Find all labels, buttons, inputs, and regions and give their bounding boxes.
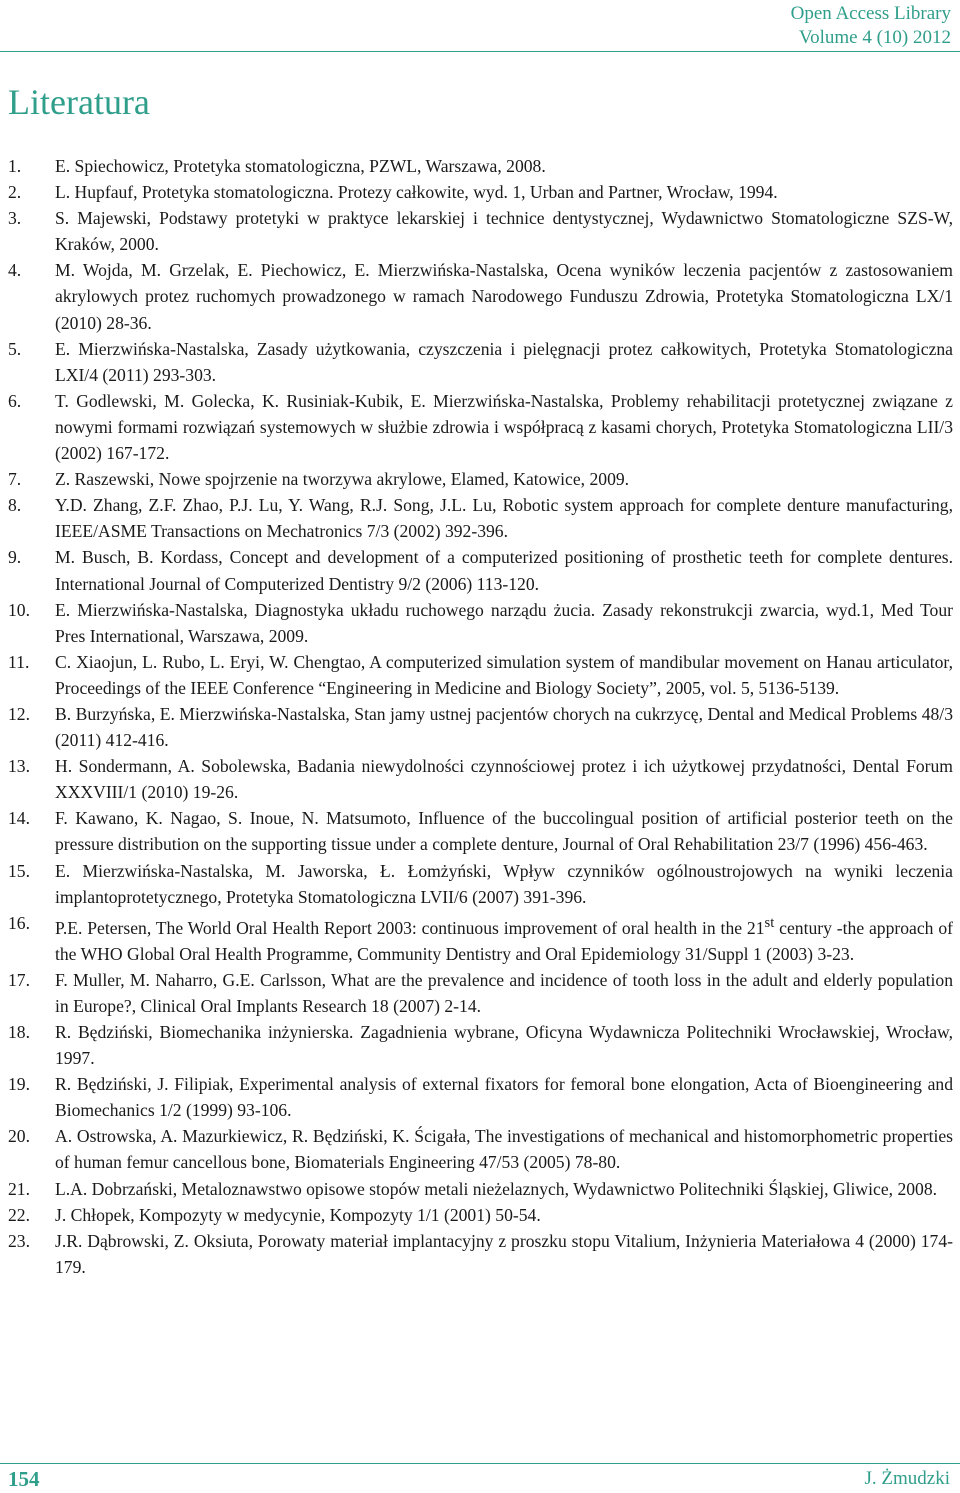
reference-text: C. Xiaojun, L. Rubo, L. Eryi, W. Chengtao, A computerized simulation system of mandibular movement on Hanau articulator, Proceedings of the IEEE Conference “Engineering in Medicine and Biology Society”, 2005, vol. 5, 5136-5139. <box>55 651 953 698</box>
reference-text: E. Mierzwińska-Nastalska, Zasady użytkowania, czyszczenia i pielęgnacji protez całkowitych, Protetyka Stomatologiczna LXI/4 (2011) 293-303. <box>55 338 953 385</box>
reference-number: 1. <box>8 156 22 176</box>
reference-text: A. Ostrowska, A. Mazurkiewicz, R. Będziński, K. Ścigała, The investigations of mechanical and histomorphometric properties of human femur cancellous bone, Biomaterials Engineering 47/53 (2005) 78-80. <box>55 1126 953 1173</box>
reference-item <box>8 257 953 335</box>
reference-number: 19. <box>8 1074 30 1095</box>
section-title: Literatura <box>8 82 150 122</box>
reference-item <box>8 544 953 596</box>
reference-text: T. Godlewski, M. Golecka, K. Rusiniak-Kubik, E. Mierzwińska-Nastalska, Problemy rehabilitacji protetycznej związane z nowymi formami rozwiązań systemowych w służbie zdrowia i współpracą z kasami chorych, Protetyka Stomatologiczna LII/3 (2002) 167-172. <box>55 390 953 464</box>
page-number: 154 <box>8 1467 40 1491</box>
reference-item <box>8 805 953 857</box>
reference-text <box>55 910 953 967</box>
reference-list <box>8 153 953 1280</box>
reference-item <box>8 153 953 179</box>
reference-number: 10. <box>8 599 30 620</box>
reference-number: 8. <box>8 495 22 516</box>
reference-number: 13. <box>8 756 30 777</box>
reference-text: E. Mierzwińska-Nastalska, Diagnostyka układu ruchowego narządu żucia. Zasady rekonstrukcji zwarcia, wyd.1, Med Tour Pres International, Warszawa, 2009. <box>55 599 953 646</box>
reference-item <box>8 597 953 649</box>
journal-volume: Volume 4 (10) 2012 <box>798 27 951 48</box>
reference-item <box>8 910 953 967</box>
reference-text: S. Majewski, Podstawy protetyki w praktyce lekarskiej i technice dentystycznej, Wydawnictwo Stomatologiczne SZS-W, Kraków, 2000. <box>55 208 953 255</box>
ordinal-superscript: st <box>764 914 775 931</box>
reference-number: 16. <box>8 912 30 933</box>
reference-item <box>8 649 953 701</box>
reference-text: L. Hupfauf, Protetyka stomatologiczna. Protezy całkowite, wyd. 1, Urban and Partner, Wrocław, 1994. <box>55 182 778 203</box>
journal-name: Open Access Library <box>790 3 951 24</box>
reference-text-part: P.E. Petersen, The World Oral Health Report 2003: continuous improvement of oral health in the 21 <box>55 917 765 938</box>
reference-item <box>8 1228 953 1280</box>
reference-item <box>8 858 953 910</box>
reference-number: 11. <box>8 651 30 672</box>
reference-text: R. Będziński, Biomechanika inżynierska. Zagadnienia wybrane, Oficyna Wydawnicza Politechniki Wrocławskiej, Wrocław, 1997. <box>55 1021 953 1069</box>
reference-number: 15. <box>8 860 30 881</box>
reference-item <box>8 1123 953 1175</box>
reference-number: 4. <box>8 260 22 281</box>
reference-item <box>8 179 953 205</box>
reference-text: F. Muller, M. Naharro, G.E. Carlsson, What are the prevalence and incidence of tooth loss in the adult and elderly population in Europe?, Clinical Oral Implants Research 18 (2007) 2-14. <box>55 969 953 1016</box>
reference-number: 22. <box>8 1204 30 1225</box>
reference-item <box>8 753 953 805</box>
reference-item <box>8 1176 953 1202</box>
reference-text: B. Burzyńska, E. Mierzwińska-Nastalska, Stan jamy ustnej pacjentów chorych na cukrzycę, Dental and Medical Problems 48/3 (2011) 412-416. <box>55 703 953 751</box>
reference-number: 23. <box>8 1230 30 1251</box>
reference-number: 3. <box>8 208 22 229</box>
reference-number: 14. <box>8 808 30 829</box>
journal-header <box>791 2 951 50</box>
reference-item <box>8 1071 953 1123</box>
reference-item <box>8 205 953 257</box>
reference-number: 17. <box>8 969 30 990</box>
header-divider <box>0 51 960 52</box>
reference-text: F. Kawano, K. Nagao, S. Inoue, N. Matsumoto, Influence of the buccolingual position of artificial posterior teeth on the pressure distribution on the supporting tissue under a complete denture, Journal of Oral Rehabilitation 23/7 (1996) 456-463. <box>55 808 953 855</box>
reference-item <box>8 701 953 753</box>
reference-text: E. Spiechowicz, Protetyka stomatologiczna, PZWL, Warszawa, 2008. <box>55 156 546 176</box>
reference-item <box>8 466 953 492</box>
reference-text: R. Będziński, J. Filipiak, Experimental analysis of external fixators for femoral bone elongation, Acta of Bioengineering and Biomechanics 1/2 (1999) 93-106. <box>55 1074 953 1121</box>
reference-item <box>8 336 953 388</box>
reference-number: 18. <box>8 1021 30 1042</box>
reference-number: 20. <box>8 1126 30 1147</box>
reference-number: 2. <box>8 182 22 203</box>
reference-item <box>8 1202 953 1228</box>
footer-divider <box>0 1463 960 1464</box>
reference-item <box>8 492 953 544</box>
reference-number: 21. <box>8 1178 30 1199</box>
reference-text: H. Sondermann, A. Sobolewska, Badania niewydolności czynnościowej protez i ich użytkowej przydatności, Dental Forum XXXVIII/1 (2010) 19-26. <box>55 756 953 803</box>
reference-item <box>8 1019 953 1071</box>
reference-text: Y.D. Zhang, Z.F. Zhao, P.J. Lu, Y. Wang, R.J. Song, J.L. Lu, Robotic system approach for complete denture manufacturing, IEEE/ASME Transactions on Mechatronics 7/3 (2002) 392-396. <box>55 495 953 542</box>
reference-text-part: century -the approach of the WHO Global Oral Health Programme, Community Dentistry and Oral Epidemiology 31/Suppl 1 (2003) 3-23. <box>55 917 953 964</box>
reference-text: M. Wojda, M. Grzelak, E. Piechowicz, E. Mierzwińska-Nastalska, Ocena wyników leczenia pacjentów z zastosowaniem akrylowych protez ruchomych prowadzonego w ramach Narodowego Funduszu Zdrowia, Protetyka Stomatologiczna LX/1 (2010) 28-36. <box>55 260 953 333</box>
reference-text: J. Chłopek, Kompozyty w medycynie, Kompozyty 1/1 (2001) 50-54. <box>55 1204 541 1225</box>
reference-item <box>8 967 953 1019</box>
author-name: J. Żmudzki <box>864 1468 950 1489</box>
reference-number: 9. <box>8 547 22 568</box>
reference-text: Z. Raszewski, Nowe spojrzenie na tworzywa akrylowe, Elamed, Katowice, 2009. <box>55 469 630 490</box>
reference-number: 6. <box>8 390 22 411</box>
reference-number: 12. <box>8 703 30 724</box>
reference-text: J.R. Dąbrowski, Z. Oksiuta, Porowaty materiał implantacyjny z proszku stopu Vitalium, Inżynieria Materiałowa 4 (2000) 174-179. <box>55 1230 953 1277</box>
reference-text: L.A. Dobrzański, Metaloznawstwo opisowe stopów metali nieżelaznych, Wydawnictwo Politechniki Śląskiej, Gliwice, 2008. <box>55 1178 938 1199</box>
reference-text: E. Mierzwińska-Nastalska, M. Jaworska, Ł. Łomżyński, Wpływ czynników ogólnoustrojowych na wyniki leczenia implantoprotetycznego, Protetyka Stomatologiczna LVII/6 (2007) 391-396. <box>55 860 953 907</box>
reference-item <box>8 388 953 466</box>
reference-text: M. Busch, B. Kordass, Concept and development of a computerized positioning of prosthetic teeth for complete dentures. International Journal of Computerized Dentistry 9/2 (2006) 113-120. <box>55 547 953 594</box>
reference-number: 5. <box>8 338 22 359</box>
reference-number: 7. <box>8 469 22 490</box>
